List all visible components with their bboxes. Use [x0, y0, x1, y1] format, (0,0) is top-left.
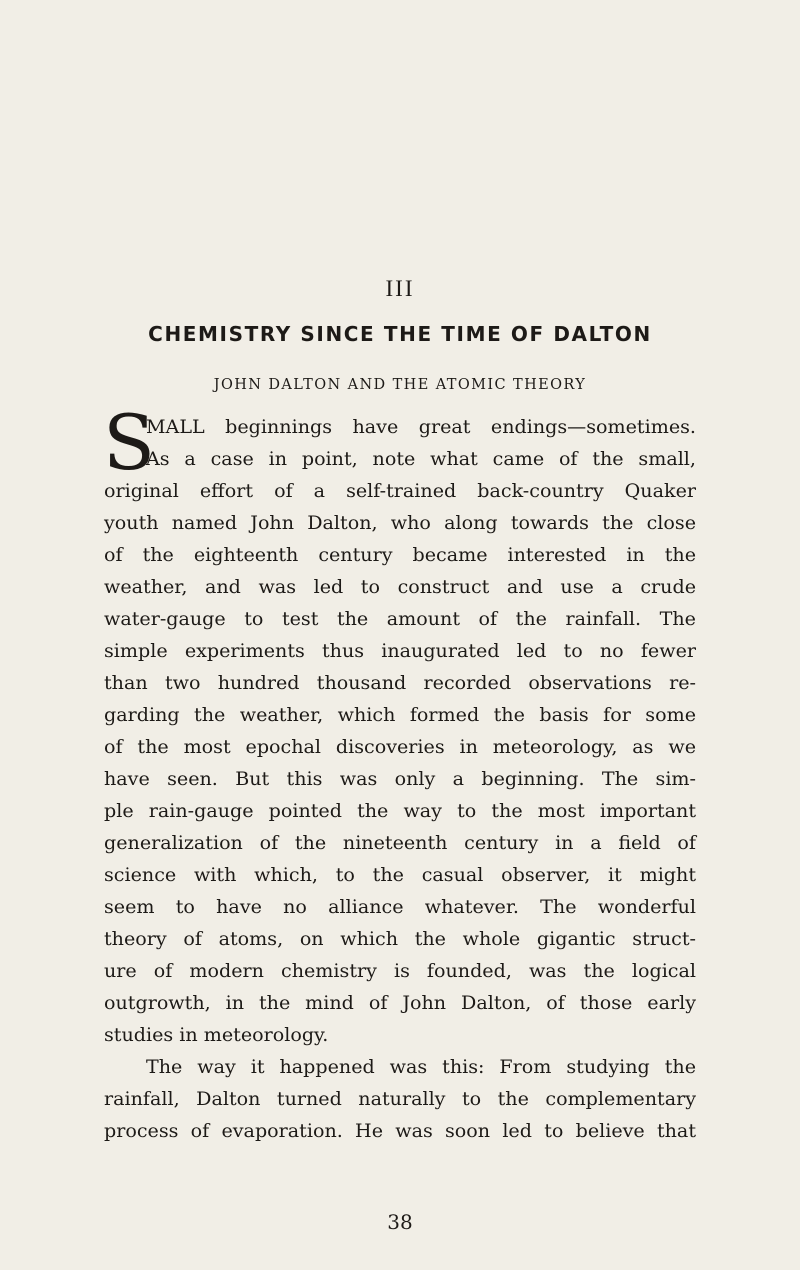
text-line: generalization of the nineteenth century in a field of: [104, 831, 696, 854]
page-number: 38: [387, 1210, 413, 1234]
chapter-title: CHEMISTRY SINCE THE TIME OF DALTON: [148, 322, 652, 346]
text-line: weather, and was led to construct and use a crude: [104, 575, 696, 598]
text-line: ple rain-gauge pointed the way to the most important: [104, 799, 696, 822]
text-line: outgrowth, in the mind of John Dalton, of those early: [104, 991, 696, 1014]
text-line: have seen. But this was only a beginning. The sim-: [104, 767, 696, 790]
text-line: theory of atoms, on which the whole gigantic struct-: [104, 927, 696, 950]
drop-cap-letter: S: [103, 398, 156, 487]
text-line: As a case in point, note what came of the small,: [146, 447, 696, 470]
body-text: [104, 411, 696, 1147]
text-line: original effort of a self-trained back-country Quaker: [104, 479, 696, 502]
text-line: than two hundred thousand recorded observations re-: [104, 671, 696, 694]
text-line: ure of modern chemistry is founded, was the logical: [104, 959, 696, 982]
text-line: The way it happened was this: From studying the: [146, 1055, 696, 1078]
text-line: studies in meteorology.: [104, 1023, 329, 1046]
text-line: water-gauge to test the amount of the rainfall. The: [104, 607, 696, 630]
text-line: process of evaporation. He was soon led to believe that: [104, 1119, 696, 1142]
text-line: seem to have no alliance whatever. The wonderful: [104, 895, 696, 918]
chapter-number: III: [385, 276, 415, 301]
text-line: science with which, to the casual observer, it might: [104, 863, 696, 886]
section-heading: JOHN DALTON AND THE ATOMIC THEORY: [213, 377, 587, 393]
text-line: MALL beginnings have great endings—sometimes.: [146, 415, 696, 438]
text-line: garding the weather, which formed the basis for some: [104, 703, 696, 726]
text-line: of the eighteenth century became interested in the: [104, 543, 696, 566]
text-line: youth named John Dalton, who along towards the close: [104, 511, 696, 534]
text-line: rainfall, Dalton turned naturally to the complementary: [104, 1087, 696, 1110]
text-line: simple experiments thus inaugurated led to no fewer: [104, 639, 696, 662]
text-line: of the most epochal discoveries in meteorology, as we: [104, 735, 696, 758]
